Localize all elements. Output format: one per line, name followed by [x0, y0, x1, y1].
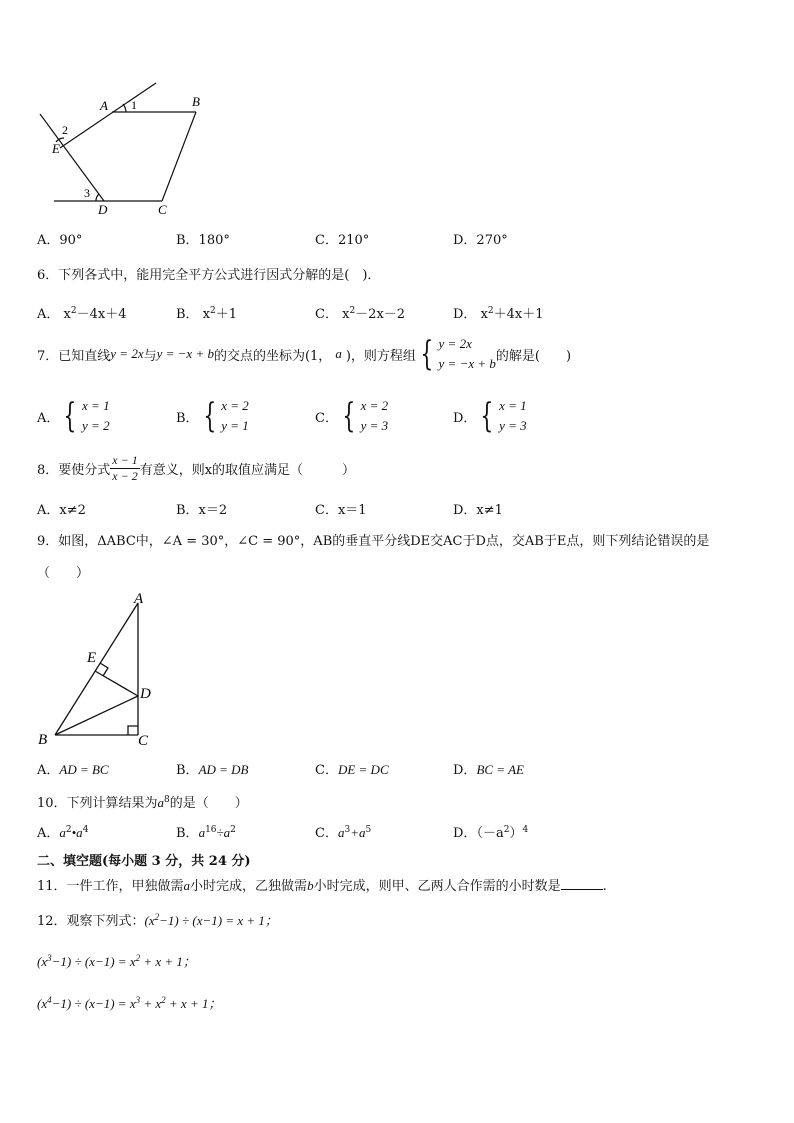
fig9-label-D: D [140, 686, 151, 702]
q5-option-b: B．180° [176, 233, 230, 248]
q12-line-1: $(x^2-1) \div (x-1) = x + 1$； [144, 912, 278, 928]
fig5-line-bc [162, 112, 196, 201]
q7-option-a: A． { x = 1 y = 2 [37, 396, 110, 436]
fig5-label-A: A [100, 98, 108, 113]
q8-stem: 8．要使分式 $\frac{x - 1}{x - 2}$ 有意义，则x的取值应满足（ ） [37, 453, 356, 483]
q12-stem: 12．观察下列式： $(x^2-1) \div (x-1) = x + 1$； [37, 912, 278, 929]
fig5-label-C: C [158, 202, 167, 217]
q7-option-b: B． { x = 2 y = 1 [176, 396, 249, 436]
q5-option-d: D．270° [453, 233, 508, 248]
q5-figure [30, 78, 210, 220]
fig9-right-angle-c [128, 726, 138, 735]
q7-equation-system: { y = 2x y = −x + b [420, 334, 496, 374]
q6-option-b: B． $x^2+1$ [176, 306, 238, 322]
fig9-label-E: E [87, 650, 97, 666]
fig5-label-3: 3 [84, 186, 90, 200]
fig5-label-2: 2 [62, 123, 68, 137]
q9-option-d: D．BC = AE [453, 762, 524, 778]
fig5-angle-3 [96, 194, 99, 201]
q10-option-d: D．$(-a^2)^4$ [453, 825, 529, 841]
q7-stem: 7．已知直线 y = 2x 与 y = −x + b 的交点的坐标为(1， a )，则方程组 { y = 2x y = −x + b 的解是( ) [37, 334, 572, 374]
fig9-segment-ed [95, 671, 138, 696]
q7-option-d: D． { x = 1 y = 3 [453, 396, 527, 436]
fig5-angle-1 [123, 104, 126, 112]
q5-option-c: C．210° [315, 233, 370, 248]
fig9-label-C: C [138, 733, 149, 749]
q6-option-a: A． $x^2-4x+4$ [37, 306, 127, 322]
fig5-line-ea [60, 83, 156, 148]
q6-stem: 6．下列各式中，能用完全平方公式进行因式分解的是( )． [37, 268, 381, 283]
q7-option-c: C． { x = 2 y = 3 [315, 396, 389, 436]
q8-fraction: $\frac{x - 1}{x - 2}$ [112, 453, 138, 483]
fig5-label-B: B [192, 94, 200, 109]
fig5-label-1: 1 [131, 98, 137, 112]
fig5-line-ed [40, 114, 104, 201]
q8-option-a: A．x≠2 [37, 503, 86, 518]
q9-stem-cont: （ ） [37, 566, 90, 581]
fig5-label-E: E [52, 141, 60, 156]
q10-option-b: B．$a^{16}\div a^2$ [176, 825, 236, 841]
q6-option-d: D． $x^2+4x+1$ [453, 306, 544, 322]
q10-option-a: A．$a^2•a^4$ [37, 825, 89, 841]
q12-line-3: $(x^4-1) \div (x-1) = x^3 + x^2 + x + 1$； [37, 995, 222, 1011]
q8-option-c: C．x＝1 [315, 503, 367, 518]
q9-figure [30, 585, 170, 755]
section-heading-fill-in: 二、填空题(每小题 3 分，共 24 分) [37, 854, 251, 869]
fig9-label-A: A [134, 591, 144, 607]
q10-stem: 10．下列计算结果为$a^8$的是（ ） [37, 795, 248, 811]
q11-stem: 11．一件工作，甲独做需a小时完成，乙独做需b小时完成，则甲、乙两人合作需的小时数是 . [37, 878, 607, 894]
q12-line-2: $(x^3-1) \div (x-1) = x^2 + x + 1$； [37, 953, 196, 969]
fig5-label-D: D [98, 202, 108, 217]
q9-option-c: C．DE = DC [315, 762, 389, 778]
q8-option-d: D．x≠1 [453, 503, 503, 518]
q9-option-b: B．AD = DB [176, 762, 249, 778]
q8-option-b: B．x＝2 [176, 503, 228, 518]
q5-option-a: A．90° [37, 233, 83, 248]
q9-stem: 9．如图，ΔABC中，∠A = 30°，∠C = 90°，AB的垂直平分线DE交AC于D点，交AB于E点，则下列结论错误的是 [37, 534, 710, 549]
fig9-label-B: B [38, 732, 48, 748]
q11-answer-blank[interactable] [561, 877, 603, 890]
q6-option-c: C． $x^2-2x-2$ [315, 306, 406, 322]
q10-option-c: C．$a^3+a^5$ [315, 825, 372, 841]
q9-option-a: A．AD = BC [37, 762, 109, 778]
